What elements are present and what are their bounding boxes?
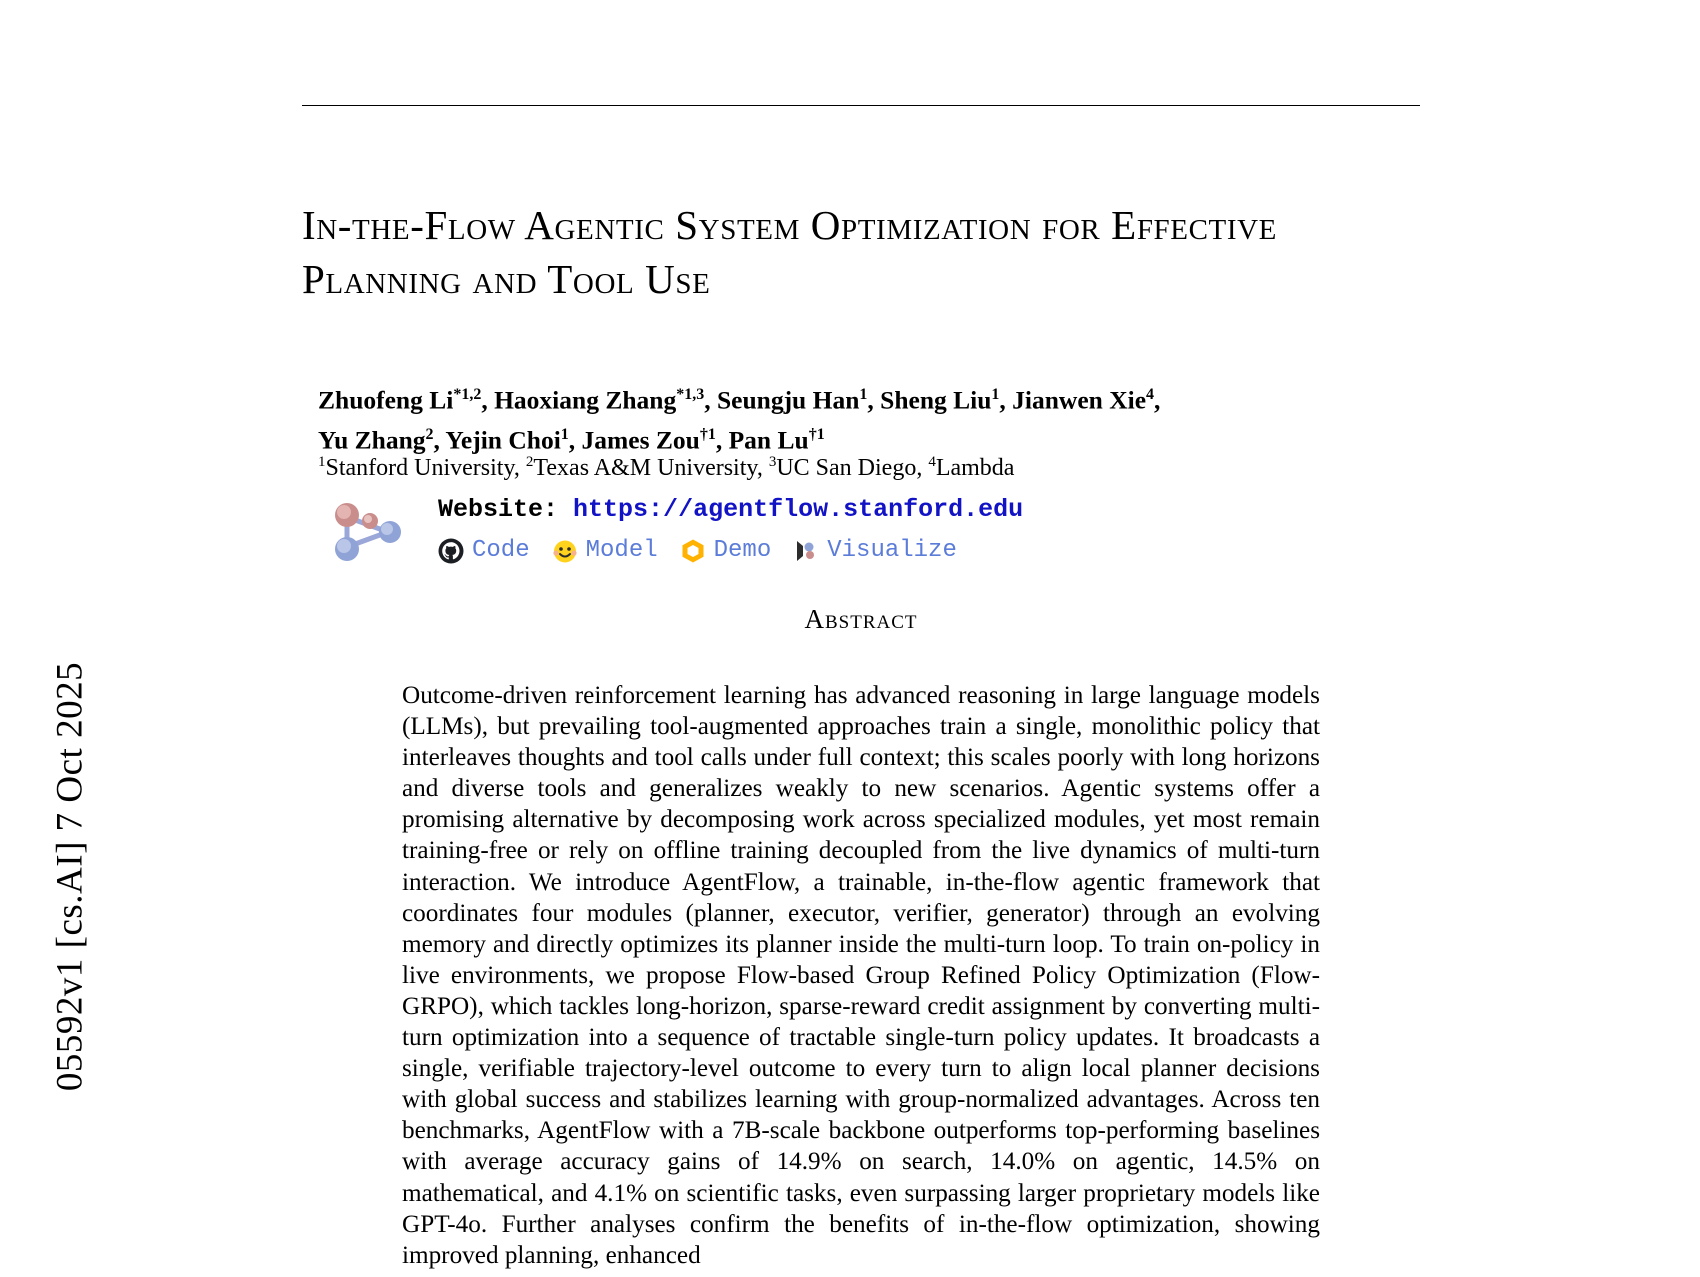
website-label: Website: (438, 495, 559, 524)
github-icon (438, 538, 464, 564)
page-title: In-the-Flow Agentic System Optimization for Effective Planning and Tool Use (302, 202, 1277, 302)
author-line-2: Yu Zhang$^2$, Yejin Choi$^1$, James Zou$^{\dagger 1}$, Pan Lu$^{\dagger 1}$ (318, 425, 825, 454)
badge-row (438, 537, 957, 564)
demo-icon (680, 538, 706, 564)
arxiv-stamp (0, 0, 120, 1275)
abstract-text: Outcome-driven reinforcement learning has advanced reasoning in large language models (LLMs), but prevailing tool-augmented approaches train a single, monolithic policy that interleaves thoughts and tool calls under full context; this scales poorly with long horizons and diverse tools and generalizes weakly to new scenarios. Agentic systems offer a promising alternative by decomposing work across specialized modules, yet most remain training-free or rely on offline training decoupled from the live dynamics of multi-turn interaction. We introduce AgentFlow, a trainable, in-the-flow agentic framework that coordinates four modules (planner, executor, verifier, generator) through an evolving memory and directly optimizes its planner inside the multi-turn loop. To train on-policy in live environments, we propose Flow-based Group Refined Policy Optimization (Flow-GRPO), which tackles long-horizon, sparse-reward credit assignment by converting multi-turn optimization into a sequence of tractable single-turn policy updates. It broadcasts a single, verifiable trajectory-level outcome to every turn to align local planner decisions with global success and stabilizes learning with group-normalized advantages. Across ten benchmarks, AgentFlow with a 7B-scale backbone outperforms top-performing baselines with average accuracy gains of 14.9% on search, 14.0% on agentic, 14.5% on mathematical, and 4.1% on scientific tasks, even surpassing larger proprietary models like GPT-4o. Further analyses confirm the benefits of in-the-flow optimization, showing improved planning, enhanced (402, 682, 1320, 1269)
link-visualize-label: Visualize (827, 537, 957, 564)
abstract-heading: Abstract (804, 604, 918, 634)
huggingface-icon (552, 538, 578, 564)
author-line-1: Zhuofeng Li$^{*1,2}$, Haoxiang Zhang$^{*1,3}$, Seungju Han$^1$, Sheng Liu$^1$, Jianwen Xie$^4$, (318, 385, 1161, 415)
link-visualize[interactable] (793, 537, 957, 564)
visualize-icon (793, 538, 819, 564)
project-links (330, 495, 1230, 565)
header-rule (302, 105, 1420, 106)
website-line (438, 495, 1023, 524)
affiliations: $^1$Stanford University, $^2$Texas A&M University, $^3$UC San Diego, $^4$Lambda (318, 454, 1015, 481)
link-code[interactable] (438, 537, 530, 564)
link-demo[interactable] (680, 537, 772, 564)
website-url-link[interactable]: https://agentflow.stanford.edu (573, 495, 1024, 524)
agentflow-logo-icon (330, 499, 408, 565)
link-code-label: Code (472, 537, 530, 564)
link-model[interactable] (552, 537, 658, 564)
author-list (318, 378, 1438, 457)
link-demo-label: Demo (713, 537, 772, 564)
arxiv-stamp-text: 05592v1 [cs.AI] 7 Oct 2025 (49, 661, 91, 1092)
link-model-label: Model (585, 537, 658, 564)
